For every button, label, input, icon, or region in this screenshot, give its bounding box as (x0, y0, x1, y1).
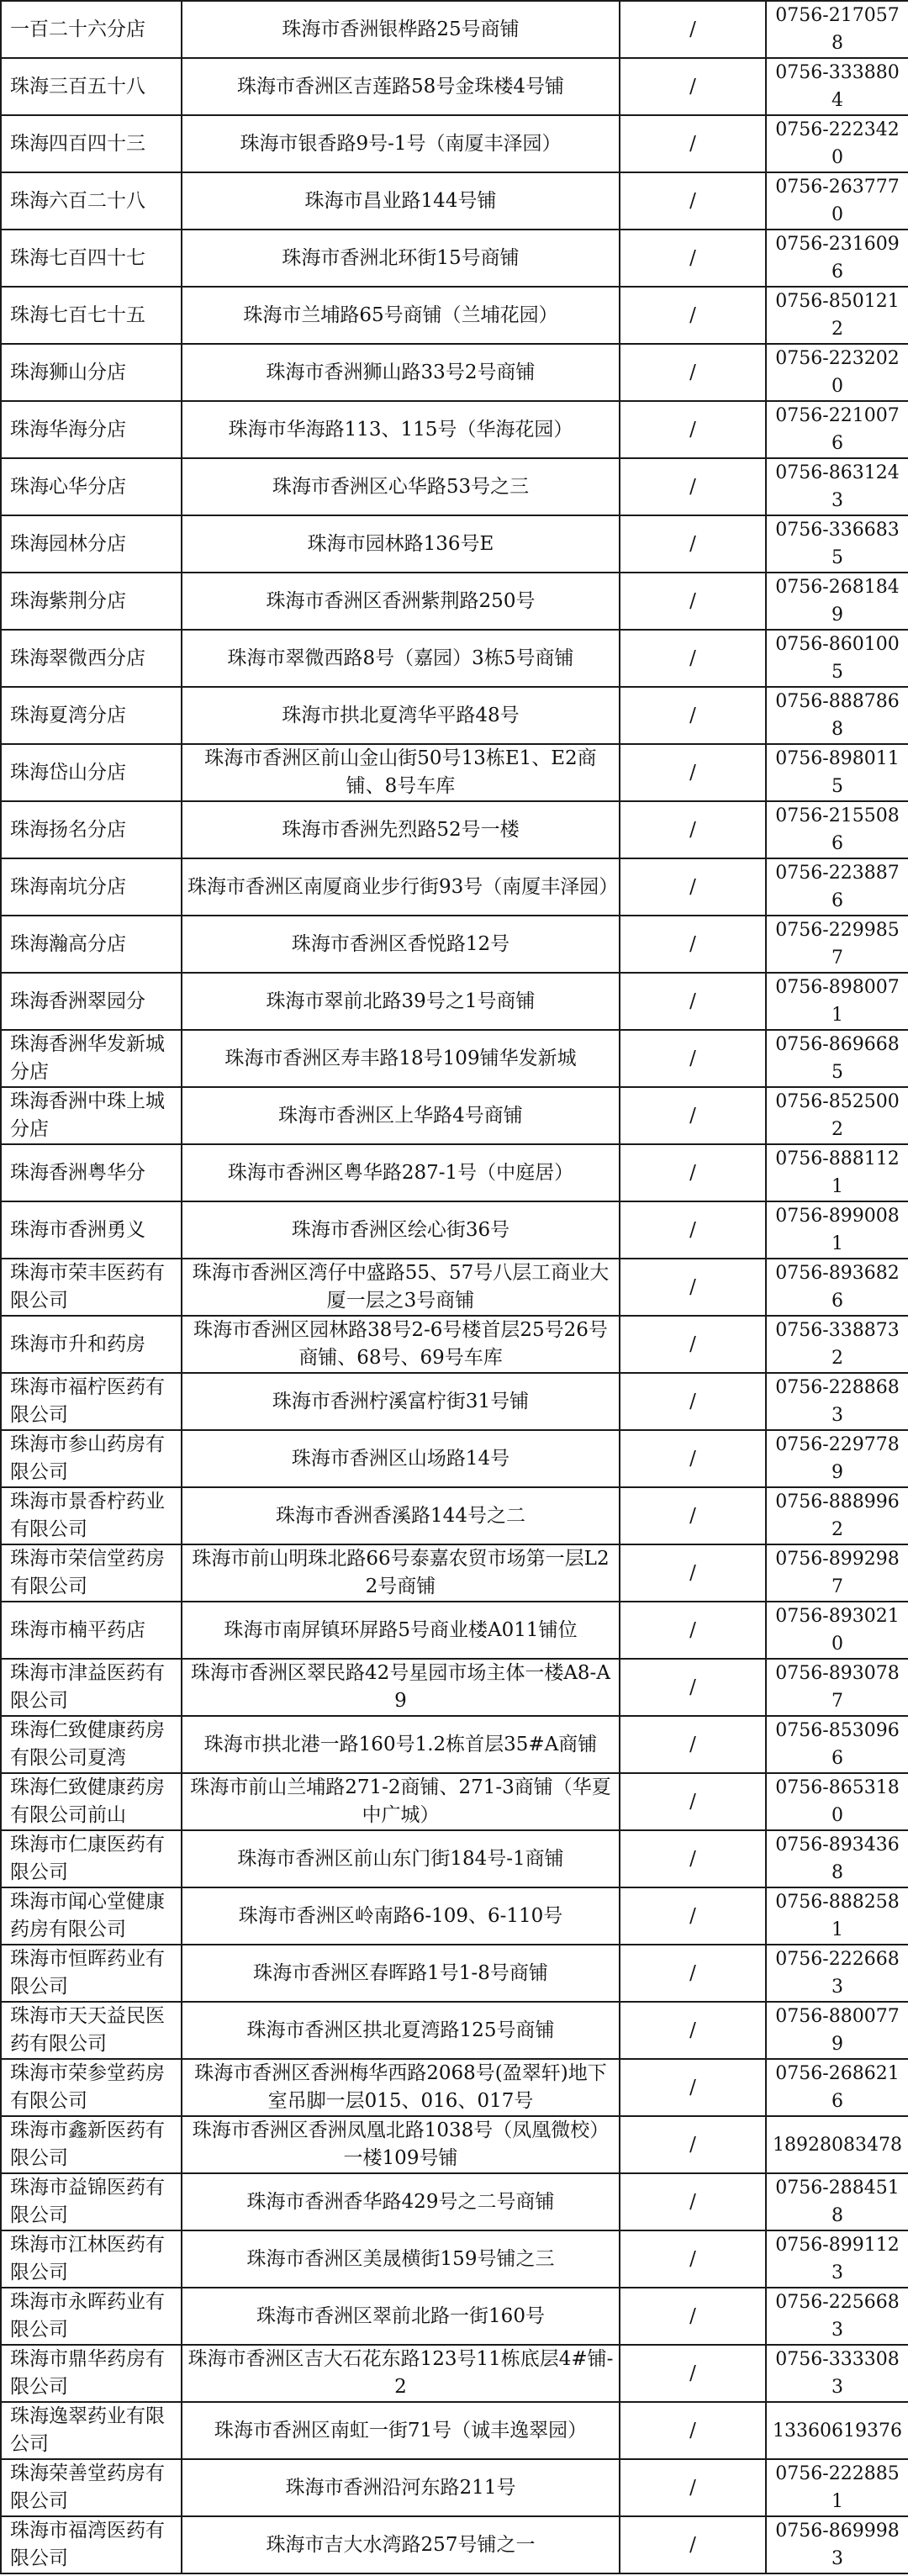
store-phone-cell: 0756-8601005 (766, 630, 908, 687)
store-address-cell: 珠海市翠前北路39号之1号商铺 (182, 973, 620, 1030)
store-phone-cell: 0756-8696685 (766, 1030, 908, 1087)
store-phone-cell: 0756-2884518 (766, 2173, 908, 2230)
store-hours-cell: / (620, 2459, 766, 2516)
store-phone-cell: 0756-2316096 (766, 230, 908, 287)
table-row (1, 2288, 908, 2345)
store-hours-cell: / (620, 230, 766, 287)
store-address-cell: 珠海市华海路113、115号（华海花园） (182, 401, 620, 458)
store-address-cell: 珠海市香洲区前山东门街184号-1商铺 (182, 1830, 620, 1887)
table-row (1, 1487, 908, 1544)
store-address-cell: 珠海市香洲区南厦商业步行街93号（南厦丰泽园） (182, 858, 620, 916)
table-row (1, 1430, 908, 1487)
store-phone-cell: 0756-3333083 (766, 2345, 908, 2402)
store-hours-cell: / (620, 1659, 766, 1716)
table-row (1, 1030, 908, 1087)
store-hours-cell: / (620, 973, 766, 1030)
store-name-cell: 一百二十六分店 (1, 1, 182, 58)
store-phone-cell: 0756-8653180 (766, 1773, 908, 1830)
store-hours-cell: / (620, 1087, 766, 1144)
store-name-cell: 珠海市景香柠药业有限公司 (1, 1487, 182, 1544)
store-name-cell: 珠海市闻心堂健康药房有限公司 (1, 1887, 182, 1945)
store-address-cell: 珠海市香洲区山场路14号 (182, 1430, 620, 1487)
store-address-cell: 珠海市香洲区翠前北路一街160号 (182, 2288, 620, 2345)
table-row (1, 287, 908, 344)
store-address-cell: 珠海市香洲区香洲凤凰北路1038号（凤凰微校）一楼109号铺 (182, 2116, 620, 2173)
store-phone-cell: 0756-8936826 (766, 1259, 908, 1316)
table-row (1, 458, 908, 515)
store-phone-cell: 0756-3366835 (766, 515, 908, 573)
store-phone-cell: 0756-8980115 (766, 744, 908, 801)
store-address-cell: 珠海市香洲北环街15号商铺 (182, 230, 620, 287)
table-row (1, 58, 908, 115)
store-name-cell: 珠海市仁康医药有限公司 (1, 1830, 182, 1887)
table-row (1, 115, 908, 172)
store-name-cell: 珠海园林分店 (1, 515, 182, 573)
store-phone-cell: 0756-8934368 (766, 1830, 908, 1887)
store-address-cell: 珠海市香洲区美晟横街159号铺之三 (182, 2230, 620, 2288)
store-phone-cell: 18928083478 (766, 2116, 908, 2173)
store-name-cell: 珠海市荣丰医药有限公司 (1, 1259, 182, 1316)
table-row (1, 1, 908, 58)
table-row (1, 1602, 908, 1659)
table-row (1, 401, 908, 458)
store-hours-cell: / (620, 1773, 766, 1830)
table-row (1, 1316, 908, 1373)
store-hours-cell: / (620, 1830, 766, 1887)
store-hours-cell: / (620, 2345, 766, 2402)
store-name-cell: 珠海岱山分店 (1, 744, 182, 801)
store-hours-cell: / (620, 1544, 766, 1602)
store-hours-cell: / (620, 1, 766, 58)
store-address-cell: 珠海市香洲区上华路4号商铺 (182, 1087, 620, 1144)
store-address-cell: 珠海市香洲沿河东路211号 (182, 2459, 620, 2516)
store-address-cell: 珠海市拱北港一路160号1.2栋首层35#A商铺 (182, 1716, 620, 1773)
store-phone-cell: 0756-2256683 (766, 2288, 908, 2345)
store-hours-cell: / (620, 515, 766, 573)
store-hours-cell: / (620, 1373, 766, 1430)
store-name-cell: 珠海夏湾分店 (1, 687, 182, 744)
store-phone-cell: 0756-2155086 (766, 801, 908, 858)
store-hours-cell: / (620, 172, 766, 230)
table-row (1, 973, 908, 1030)
store-address-cell: 珠海市昌业路144号铺 (182, 172, 620, 230)
store-phone-cell: 0756-2681849 (766, 573, 908, 630)
store-address-cell: 珠海市吉大水湾路257号铺之一 (182, 2516, 620, 2573)
store-name-cell: 珠海市荣信堂药房有限公司 (1, 1544, 182, 1602)
store-address-cell: 珠海市香洲区寿丰路18号109铺华发新城 (182, 1030, 620, 1087)
store-name-cell: 珠海心华分店 (1, 458, 182, 515)
table-row (1, 573, 908, 630)
store-phone-cell: 0756-8699983 (766, 2516, 908, 2573)
table-row (1, 2516, 908, 2573)
store-phone-cell: 0756-3338804 (766, 58, 908, 115)
store-name-cell: 珠海七百七十五 (1, 287, 182, 344)
store-hours-cell: / (620, 458, 766, 515)
table-row (1, 801, 908, 858)
store-name-cell: 珠海逸翠药业有限公司 (1, 2402, 182, 2459)
store-address-cell: 珠海市翠微西路8号（嘉园）3栋5号商铺 (182, 630, 620, 687)
store-phone-cell: 0756-2637770 (766, 172, 908, 230)
store-address-cell: 珠海市银香路9号-1号（南厦丰泽园） (182, 115, 620, 172)
store-hours-cell: / (620, 573, 766, 630)
store-address-cell: 珠海市香洲区湾仔中盛路55、57号八层工商业大厦一层之3号商铺 (182, 1259, 620, 1316)
store-hours-cell: / (620, 2173, 766, 2230)
store-hours-cell: / (620, 1602, 766, 1659)
store-phone-cell: 0756-2288683 (766, 1373, 908, 1430)
table-row (1, 687, 908, 744)
store-hours-cell: / (620, 1316, 766, 1373)
store-name-cell: 珠海市永晖药业有限公司 (1, 2288, 182, 2345)
store-name-cell: 珠海华海分店 (1, 401, 182, 458)
table-row (1, 916, 908, 973)
table-row (1, 2345, 908, 2402)
store-phone-cell: 0756-8889962 (766, 1487, 908, 1544)
table-row (1, 1373, 908, 1430)
store-phone-cell: 0756-8980071 (766, 973, 908, 1030)
store-phone-cell: 0756-8887868 (766, 687, 908, 744)
store-name-cell: 珠海瀚高分店 (1, 916, 182, 973)
store-address-cell: 珠海市香洲区心华路53号之三 (182, 458, 620, 515)
store-hours-cell: / (620, 744, 766, 801)
table-row (1, 858, 908, 916)
store-name-cell: 珠海荣善堂药房有限公司 (1, 2459, 182, 2516)
store-address-cell: 珠海市南屏镇环屏路5号商业楼A011铺位 (182, 1602, 620, 1659)
store-address-cell: 珠海市拱北夏湾华平路48号 (182, 687, 620, 744)
store-name-cell: 珠海香洲中珠上城分店 (1, 1087, 182, 1144)
store-hours-cell: / (620, 2002, 766, 2059)
table-row (1, 230, 908, 287)
store-hours-cell: / (620, 1144, 766, 1201)
store-phone-cell: 0756-2299857 (766, 916, 908, 973)
store-address-cell: 珠海市兰埔路65号商铺（兰埔花园） (182, 287, 620, 344)
table-row (1, 1087, 908, 1144)
store-address-cell: 珠海市香洲区岭南路6-109、6-110号 (182, 1887, 620, 1945)
store-hours-cell: / (620, 630, 766, 687)
table-row (1, 1773, 908, 1830)
store-name-cell: 珠海狮山分店 (1, 344, 182, 401)
store-name-cell: 珠海市香洲勇义 (1, 1201, 182, 1259)
table-row (1, 2459, 908, 2516)
table-row (1, 2230, 908, 2288)
store-hours-cell: / (620, 1487, 766, 1544)
store-name-cell: 珠海仁致健康药房有限公司夏湾 (1, 1716, 182, 1773)
table-row (1, 515, 908, 573)
table-row (1, 1716, 908, 1773)
store-hours-cell: / (620, 2059, 766, 2116)
store-name-cell: 珠海市楠平药店 (1, 1602, 182, 1659)
store-address-cell: 珠海市香洲区南虹一街71号（诚丰逸翠园） (182, 2402, 620, 2459)
table-row (1, 2173, 908, 2230)
store-address-cell: 珠海市香洲区粤华路287-1号（中庭居） (182, 1144, 620, 1201)
store-phone-cell: 0756-2226683 (766, 1945, 908, 2002)
store-name-cell: 珠海市升和药房 (1, 1316, 182, 1373)
store-hours-cell: / (620, 1030, 766, 1087)
store-hours-cell: / (620, 2402, 766, 2459)
store-address-cell: 珠海市香洲狮山路33号2号商铺 (182, 344, 620, 401)
store-name-cell: 珠海七百四十七 (1, 230, 182, 287)
store-phone-cell: 0756-3388732 (766, 1316, 908, 1373)
store-hours-cell: / (620, 2230, 766, 2288)
store-address-cell: 珠海市园林路136号E (182, 515, 620, 573)
store-address-cell: 珠海市香洲区绘心街36号 (182, 1201, 620, 1259)
store-hours-cell: / (620, 1716, 766, 1773)
table-row (1, 1144, 908, 1201)
store-phone-cell: 0756-8881121 (766, 1144, 908, 1201)
store-address-cell: 珠海市香洲区前山金山街50号13栋E1、E2商铺、8号车库 (182, 744, 620, 801)
store-hours-cell: / (620, 2116, 766, 2173)
store-address-cell: 珠海市前山明珠北路66号泰嘉农贸市场第一层L22号商铺 (182, 1544, 620, 1602)
table-row (1, 1259, 908, 1316)
store-address-cell: 珠海市前山兰埔路271-2商铺、271-3商铺（华夏中广城） (182, 1773, 620, 1830)
table-row (1, 1544, 908, 1602)
store-hours-cell: / (620, 287, 766, 344)
store-name-cell: 珠海市福湾医药有限公司 (1, 2516, 182, 2573)
store-hours-cell: / (620, 1259, 766, 1316)
store-name-cell: 珠海市津益医药有限公司 (1, 1659, 182, 1716)
store-address-cell: 珠海市香洲区春晖路1号1-8号商铺 (182, 1945, 620, 2002)
store-name-cell: 珠海六百二十八 (1, 172, 182, 230)
store-address-cell: 珠海市香洲区香洲紫荆路250号 (182, 573, 620, 630)
store-name-cell: 珠海市参山药房有限公司 (1, 1430, 182, 1487)
store-name-cell: 珠海南坑分店 (1, 858, 182, 916)
store-hours-cell: / (620, 2516, 766, 2573)
store-name-cell: 珠海翠微西分店 (1, 630, 182, 687)
table-row (1, 2402, 908, 2459)
store-phone-cell: 0756-8525002 (766, 1087, 908, 1144)
store-name-cell: 珠海市鑫新医药有限公司 (1, 2116, 182, 2173)
store-hours-cell: / (620, 916, 766, 973)
store-hours-cell: / (620, 115, 766, 172)
table-row (1, 1887, 908, 1945)
store-address-cell: 珠海市香洲区园林路38号2-6号楼首层25号26号商铺、68号、69号车库 (182, 1316, 620, 1373)
store-phone-cell: 0756-2228851 (766, 2459, 908, 2516)
store-hours-cell: / (620, 401, 766, 458)
store-hours-cell: / (620, 344, 766, 401)
store-phone-cell: 0756-2232020 (766, 344, 908, 401)
store-hours-cell: / (620, 2288, 766, 2345)
store-address-cell: 珠海市香洲银桦路25号商铺 (182, 1, 620, 58)
store-phone-cell: 0756-2686216 (766, 2059, 908, 2116)
table-row (1, 2002, 908, 2059)
store-name-cell: 珠海香洲粤华分 (1, 1144, 182, 1201)
table-row (1, 344, 908, 401)
store-hours-cell: / (620, 1887, 766, 1945)
store-name-cell: 珠海市福柠医药有限公司 (1, 1373, 182, 1430)
store-address-cell: 珠海市香洲区吉莲路58号金珠楼4号铺 (182, 58, 620, 115)
store-address-cell: 珠海市香洲香华路429号之二号商铺 (182, 2173, 620, 2230)
table-row (1, 2059, 908, 2116)
store-phone-cell: 0756-8631243 (766, 458, 908, 515)
store-name-cell: 珠海三百五十八 (1, 58, 182, 115)
store-hours-cell: / (620, 1945, 766, 2002)
store-name-cell: 珠海市荣参堂药房有限公司 (1, 2059, 182, 2116)
table-row (1, 630, 908, 687)
store-phone-cell: 0756-2297789 (766, 1430, 908, 1487)
store-name-cell: 珠海市益锦医药有限公司 (1, 2173, 182, 2230)
store-name-cell: 珠海市江林医药有限公司 (1, 2230, 182, 2288)
store-hours-cell: / (620, 858, 766, 916)
store-name-cell: 珠海市恒晖药业有限公司 (1, 1945, 182, 2002)
store-name-cell: 珠海市鼎华药房有限公司 (1, 2345, 182, 2402)
store-phone-cell: 0756-8800779 (766, 2002, 908, 2059)
store-address-cell: 珠海市香洲区拱北夏湾路125号商铺 (182, 2002, 620, 2059)
store-phone-cell: 0756-8992987 (766, 1544, 908, 1602)
store-phone-cell: 0756-8930787 (766, 1659, 908, 1716)
store-phone-cell: 0756-8990081 (766, 1201, 908, 1259)
store-phone-cell: 0756-8930210 (766, 1602, 908, 1659)
store-phone-cell: 0756-2210076 (766, 401, 908, 458)
store-address-cell: 珠海市香洲区翠民路42号星园市场主体一楼A8-A9 (182, 1659, 620, 1716)
store-phone-cell: 0756-8530966 (766, 1716, 908, 1773)
pharmacy-table-body (1, 1, 908, 2573)
store-name-cell: 珠海扬名分店 (1, 801, 182, 858)
store-hours-cell: / (620, 1201, 766, 1259)
store-address-cell: 珠海市香洲区吉大石花东路123号11栋底层4#铺-2 (182, 2345, 620, 2402)
store-phone-cell: 0756-8991123 (766, 2230, 908, 2288)
table-row (1, 172, 908, 230)
table-row (1, 1659, 908, 1716)
table-row (1, 1830, 908, 1887)
store-hours-cell: / (620, 687, 766, 744)
store-hours-cell: / (620, 801, 766, 858)
store-name-cell: 珠海香洲翠园分 (1, 973, 182, 1030)
store-phone-cell: 0756-2170578 (766, 1, 908, 58)
store-phone-cell: 0756-2238876 (766, 858, 908, 916)
store-name-cell: 珠海紫荆分店 (1, 573, 182, 630)
store-phone-cell: 0756-8501212 (766, 287, 908, 344)
store-address-cell: 珠海市香洲区香洲梅华西路2068号(盈翠轩)地下室吊脚一层015、016、017号 (182, 2059, 620, 2116)
store-address-cell: 珠海市香洲区香悦路12号 (182, 916, 620, 973)
store-name-cell: 珠海香洲华发新城分店 (1, 1030, 182, 1087)
store-address-cell: 珠海市香洲香溪路144号之二 (182, 1487, 620, 1544)
store-name-cell: 珠海四百四十三 (1, 115, 182, 172)
store-hours-cell: / (620, 58, 766, 115)
store-phone-cell: 0756-2223420 (766, 115, 908, 172)
table-row (1, 1945, 908, 2002)
store-name-cell: 珠海仁致健康药房有限公司前山 (1, 1773, 182, 1830)
store-hours-cell: / (620, 1430, 766, 1487)
table-row (1, 1201, 908, 1259)
table-row (1, 744, 908, 801)
store-address-cell: 珠海市香洲柠溪富柠街31号铺 (182, 1373, 620, 1430)
store-phone-cell: 0756-8882581 (766, 1887, 908, 1945)
table-row (1, 2116, 908, 2173)
store-address-cell: 珠海市香洲先烈路52号一楼 (182, 801, 620, 858)
store-name-cell: 珠海市天天益民医药有限公司 (1, 2002, 182, 2059)
store-phone-cell: 13360619376 (766, 2402, 908, 2459)
